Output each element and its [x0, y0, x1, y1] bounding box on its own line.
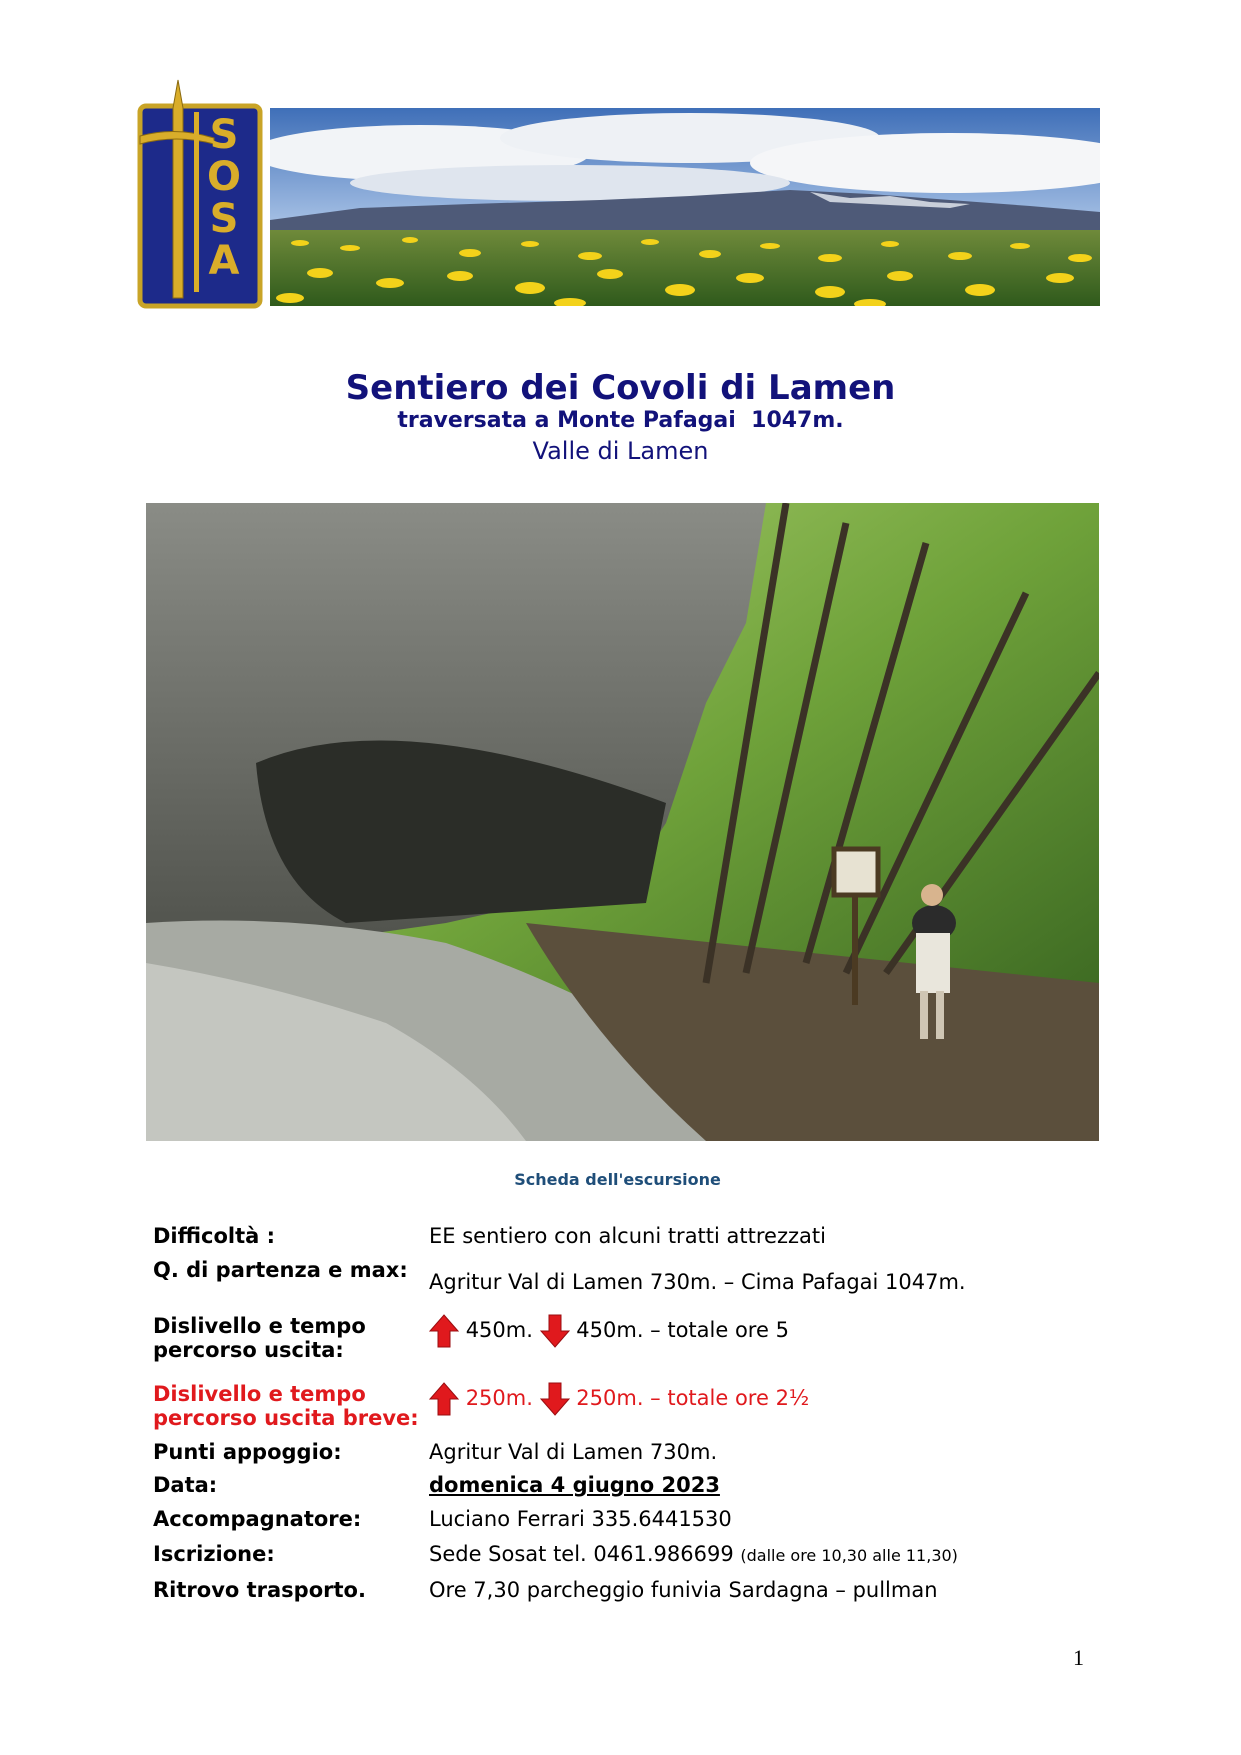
label-dislivello-breve: Dislivello e tempo percorso uscita breve:: [153, 1382, 419, 1430]
page-title: Sentiero dei Covoli di Lamen: [345, 368, 896, 408]
value-data: domenica 4 giugno 2023: [429, 1473, 720, 1497]
label-accompagnatore: Accompagnatore:: [153, 1507, 362, 1531]
value-ritrovo: Ore 7,30 parcheggio funivia Sardagna – pullman: [429, 1578, 938, 1602]
sosat-logo: [136, 78, 264, 310]
page-subtitle: traversata a Monte Pafagai 1047m.: [397, 408, 844, 433]
svg-text:S: S: [209, 196, 239, 242]
svg-text:S: S: [209, 112, 239, 158]
label-dislivello: Dislivello e tempo percorso uscita:: [153, 1314, 366, 1362]
iscrizione-phone: Sede Sosat tel. 0461.986699: [429, 1542, 734, 1566]
value-difficolta: EE sentiero con alcuni tratti attrezzati: [429, 1224, 826, 1248]
value-dislivello-breve: [429, 1382, 809, 1416]
arrow-up-icon: [429, 1314, 459, 1348]
label-iscrizione: Iscrizione:: [153, 1542, 275, 1566]
svg-text:O: O: [206, 154, 242, 200]
descent-value: 450m. – totale ore 5: [576, 1318, 789, 1342]
ascent-value: 450m.: [465, 1318, 533, 1342]
iscrizione-hours: (dalle ore 10,30 alle 11,30): [740, 1546, 958, 1565]
scheda-heading: Scheda dell'escursione: [514, 1170, 721, 1189]
arrow-up-icon: [429, 1382, 459, 1416]
landscape-banner: [270, 108, 1100, 306]
title-block: [0, 368, 1241, 466]
ascent-value-breve: 250m.: [465, 1386, 533, 1410]
arrow-down-icon: [540, 1382, 570, 1416]
label-quota: Q. di partenza e max:: [153, 1258, 408, 1282]
label-appoggio: Punti appoggio:: [153, 1440, 342, 1464]
arrow-down-icon: [540, 1314, 570, 1348]
value-dislivello: [429, 1314, 789, 1348]
label-data: Data:: [153, 1473, 218, 1497]
svg-text:A: A: [208, 238, 240, 284]
value-appoggio: Agritur Val di Lamen 730m.: [429, 1440, 718, 1464]
region-name: Valle di Lamen: [532, 437, 709, 465]
value-accompagnatore: Luciano Ferrari 335.6441530: [429, 1507, 732, 1531]
page-number: 1: [1073, 1645, 1084, 1670]
label-difficolta: Difficoltà :: [153, 1224, 276, 1248]
cave-trail-photo: [146, 503, 1099, 1141]
value-iscrizione: [429, 1542, 958, 1568]
descent-value-breve: 250m. – totale ore 2½: [576, 1386, 810, 1410]
value-quota: Agritur Val di Lamen 730m. – Cima Pafagai 1047m.: [429, 1270, 966, 1294]
label-ritrovo: Ritrovo trasporto.: [153, 1578, 366, 1602]
